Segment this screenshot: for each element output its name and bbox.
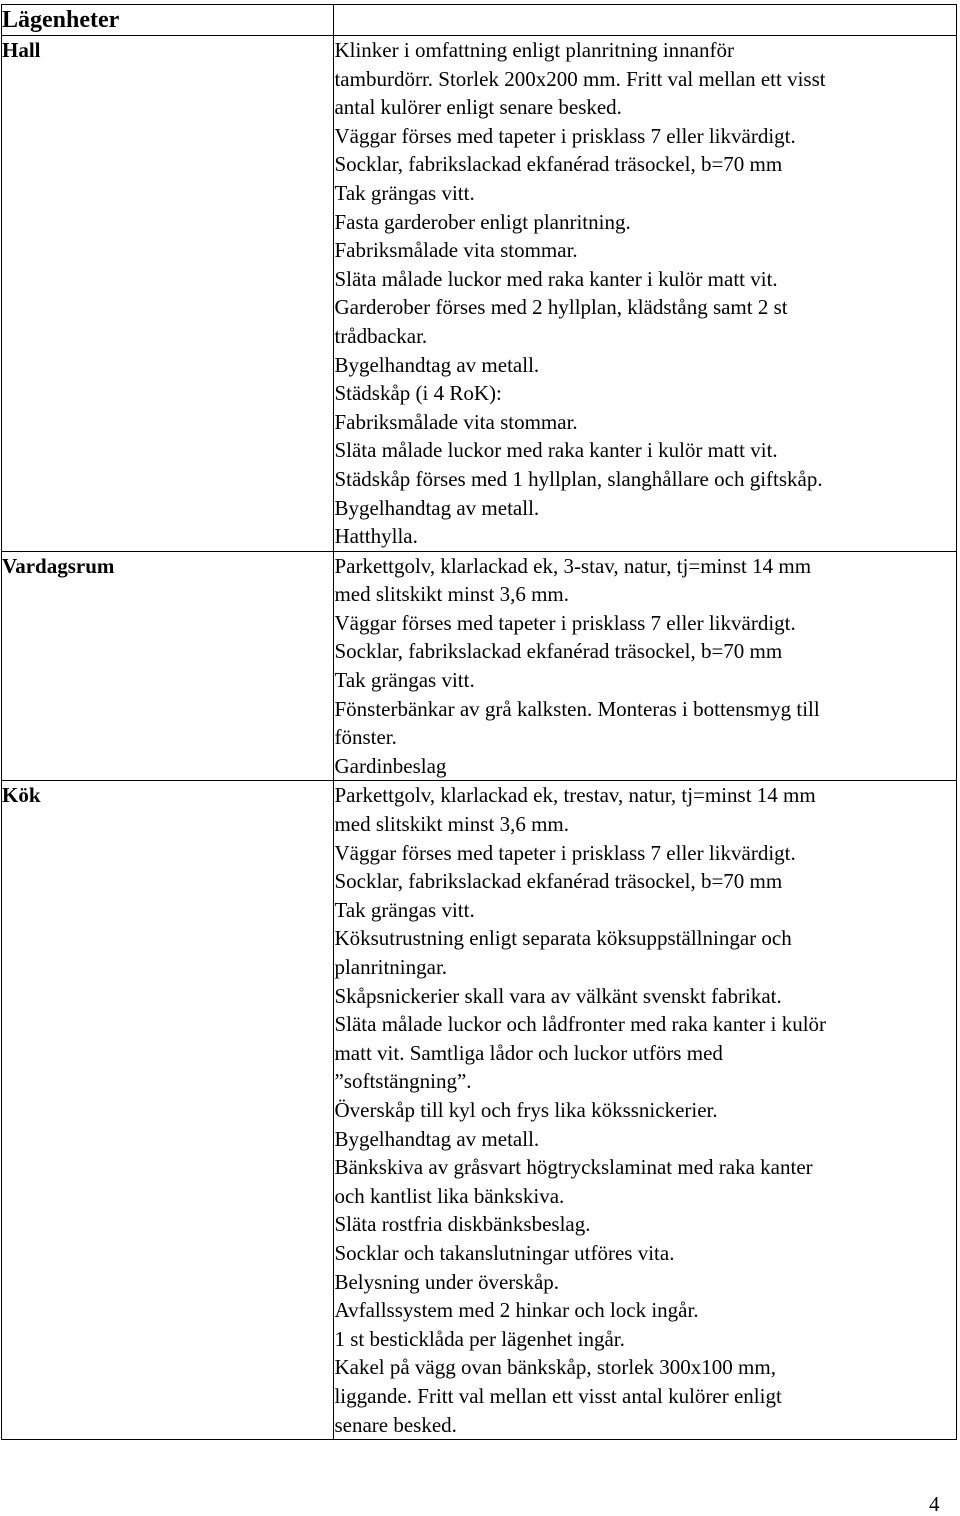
- spec-line: ”softstängning”.: [334, 1069, 472, 1094]
- spec-cell-hall: [334, 36, 957, 552]
- spec-line: och kantlist lika bänkskiva.: [334, 1183, 565, 1208]
- spec-line: med slitskikt minst 3,6 mm.: [334, 582, 569, 607]
- spec-line: Kakel på vägg ovan bänkskåp, storlek 300x100 mm,: [334, 1355, 776, 1380]
- spec-line: Belysning under överskåp.: [334, 1269, 560, 1294]
- room-name-vardagsrum: Vardagsrum: [2, 551, 334, 781]
- spec-line: Fabriksmålade vita stommar.: [334, 409, 578, 434]
- spec-line: Gardinbeslag: [334, 753, 447, 778]
- spec-line: Socklar, fabrikslackad ekfanérad träsockel, b=70 mm: [334, 152, 783, 177]
- spec-line: fönster.: [334, 725, 397, 750]
- spec-line: Väggar förses med tapeter i prisklass 7 eller likvärdigt.: [334, 123, 796, 148]
- spec-line: Fönsterbänkar av grå kalksten. Monteras i bottensmyg till: [334, 696, 820, 721]
- table-header-row: [2, 5, 957, 36]
- spec-line: liggande. Fritt val mellan ett visst antal kulörer enligt: [334, 1383, 782, 1408]
- spec-line: Avfallssystem med 2 hinkar och lock ingår.: [334, 1298, 699, 1323]
- table-row-hall: [2, 36, 957, 552]
- spec-line: Tak grängas vitt.: [334, 180, 475, 205]
- table-row-vardagsrum: [2, 551, 957, 781]
- spec-line: Släta målade luckor med raka kanter i kulör matt vit.: [334, 438, 778, 463]
- spec-line: planritningar.: [334, 955, 448, 979]
- spec-line: Tak grängas vitt.: [334, 897, 475, 922]
- spec-line: Överskåp till kyl och frys lika kökssnickerier.: [334, 1097, 718, 1122]
- spec-line: Garderober förses med 2 hyllplan, klädstång samt 2 st: [334, 295, 788, 320]
- spec-line: Hatthylla.: [334, 524, 418, 549]
- spec-line: med slitskikt minst 3,6 mm.: [334, 812, 569, 837]
- spec-line: 1 st besticklåda per lägenhet ingår.: [334, 1326, 625, 1351]
- spec-line: Bygelhandtag av metall.: [334, 352, 540, 377]
- spec-line: Klinker i omfattning enligt planritning innanför: [334, 38, 734, 62]
- spec-line: Parkettgolv, klarlackad ek, 3-stav, natur, tj=minst 14 mm: [334, 553, 812, 578]
- room-name-hall: Hall: [2, 36, 334, 552]
- spec-line: Städskåp (i 4 RoK):: [334, 381, 502, 406]
- spec-line: Städskåp förses med 1 hyllplan, slanghållare och giftskåp.: [334, 466, 823, 491]
- spec-line: Släta målade luckor och lådfronter med raka kanter i kulör: [334, 1012, 827, 1037]
- spec-line: Tak grängas vitt.: [334, 668, 475, 693]
- header-empty-cell: [334, 5, 957, 36]
- spec-line: Bänkskiva av gråsvart högtryckslaminat med raka kanter: [334, 1155, 813, 1180]
- page-number: 4: [929, 1492, 940, 1516]
- spec-line: Bygelhandtag av metall.: [334, 1126, 540, 1151]
- room-name-kok: Kök: [2, 781, 334, 1440]
- spec-line: tamburdörr. Storlek 200x200 mm. Fritt val mellan ett visst: [334, 66, 826, 91]
- spec-line: trådbackar.: [334, 323, 428, 348]
- spec-line: Bygelhandtag av metall.: [334, 495, 540, 520]
- spec-line: Socklar, fabrikslackad ekfanérad träsockel, b=70 mm: [334, 869, 783, 894]
- spec-line: Släta målade luckor med raka kanter i kulör matt vit.: [334, 266, 778, 291]
- spec-line: Socklar, fabrikslackad ekfanérad träsockel, b=70 mm: [334, 639, 783, 664]
- spec-cell-kok: [334, 781, 957, 1440]
- table-row-kok: [2, 781, 957, 1440]
- spec-line: Fabriksmålade vita stommar.: [334, 238, 578, 263]
- spec-line: Socklar och takanslutningar utföres vita.: [334, 1240, 675, 1265]
- spec-line: senare besked.: [334, 1412, 457, 1437]
- spec-line: Väggar förses med tapeter i prisklass 7 eller likvärdigt.: [334, 610, 796, 635]
- spec-line: antal kulörer enligt senare besked.: [334, 95, 622, 120]
- spec-line: Fasta garderober enligt planritning.: [334, 209, 631, 234]
- spec-line: Köksutrustning enligt separata köksuppställningar och: [334, 926, 792, 951]
- spec-line: Väggar förses med tapeter i prisklass 7 eller likvärdigt.: [334, 840, 796, 865]
- spec-line: Släta rostfria diskbänksbeslag.: [334, 1212, 591, 1237]
- spec-line: Parkettgolv, klarlackad ek, trestav, natur, tj=minst 14 mm: [334, 783, 816, 808]
- section-title: Lägenheter: [2, 5, 334, 36]
- spec-line: Skåpsnickerier skall vara av välkänt svenskt fabrikat.: [334, 983, 782, 1008]
- spec-line: matt vit. Samtliga lådor och luckor utförs med: [334, 1040, 723, 1065]
- spec-cell-vardagsrum: [334, 551, 957, 781]
- room-spec-table: [1, 4, 957, 1440]
